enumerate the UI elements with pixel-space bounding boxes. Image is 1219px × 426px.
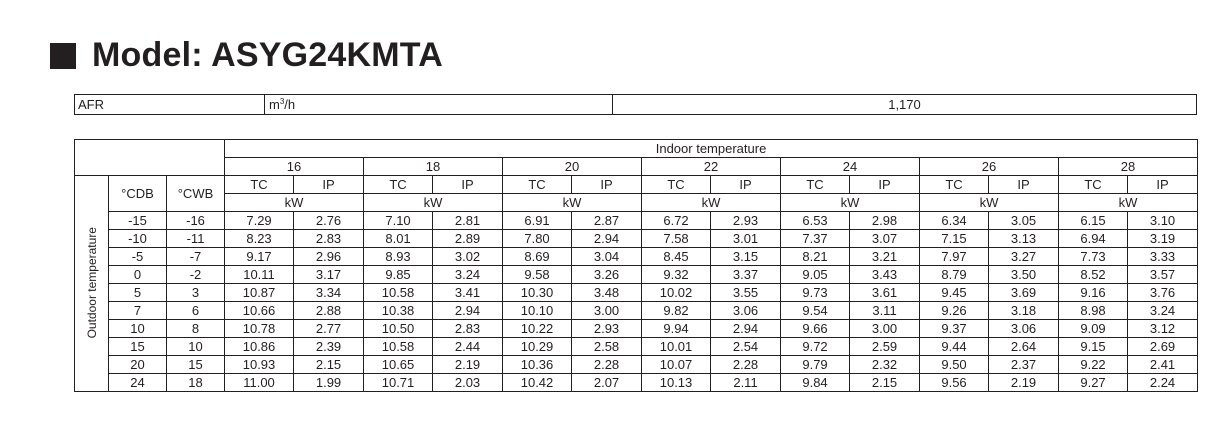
ip-header: IP bbox=[572, 176, 642, 194]
cwb-cell: -16 bbox=[167, 212, 225, 230]
tc-value-cell: 9.66 bbox=[781, 320, 850, 338]
tc-value-cell: 9.84 bbox=[781, 374, 850, 392]
tc-value-cell: 9.09 bbox=[1059, 320, 1128, 338]
tc-header: TC bbox=[1059, 176, 1128, 194]
cdb-cell: 0 bbox=[109, 266, 167, 284]
ip-value-cell: 2.15 bbox=[294, 356, 364, 374]
ip-value-cell: 2.89 bbox=[433, 230, 503, 248]
ip-value-cell: 2.28 bbox=[572, 356, 642, 374]
ip-value-cell: 2.94 bbox=[711, 320, 781, 338]
afr-table bbox=[74, 94, 1197, 115]
tc-value-cell: 10.13 bbox=[642, 374, 711, 392]
cdb-cell: -10 bbox=[109, 230, 167, 248]
kw-unit-header: kW bbox=[1059, 194, 1198, 212]
afr-row bbox=[75, 95, 1197, 115]
ip-value-cell: 3.37 bbox=[711, 266, 781, 284]
ip-header: IP bbox=[711, 176, 781, 194]
ip-value-cell: 3.61 bbox=[850, 284, 920, 302]
tc-value-cell: 10.87 bbox=[225, 284, 294, 302]
ip-value-cell: 2.37 bbox=[989, 356, 1059, 374]
tc-value-cell: 9.17 bbox=[225, 248, 294, 266]
cwb-cell: 10 bbox=[167, 338, 225, 356]
ip-header: IP bbox=[850, 176, 920, 194]
table-row bbox=[75, 212, 1198, 230]
title-square-icon bbox=[50, 43, 76, 69]
tc-value-cell: 6.91 bbox=[503, 212, 572, 230]
ip-value-cell: 2.19 bbox=[433, 356, 503, 374]
ip-value-cell: 3.43 bbox=[850, 266, 920, 284]
table-row bbox=[75, 284, 1198, 302]
tc-value-cell: 9.44 bbox=[920, 338, 989, 356]
tc-value-cell: 8.79 bbox=[920, 266, 989, 284]
tc-value-cell: 9.15 bbox=[1059, 338, 1128, 356]
cdb-cell: 10 bbox=[109, 320, 167, 338]
tc-value-cell: 8.01 bbox=[364, 230, 433, 248]
ip-header: IP bbox=[989, 176, 1059, 194]
tc-header: TC bbox=[503, 176, 572, 194]
tc-header: TC bbox=[920, 176, 989, 194]
tc-value-cell: 10.78 bbox=[225, 320, 294, 338]
ip-value-cell: 3.33 bbox=[1128, 248, 1198, 266]
cdb-cell: 24 bbox=[109, 374, 167, 392]
tc-value-cell: 7.97 bbox=[920, 248, 989, 266]
ip-value-cell: 2.11 bbox=[711, 374, 781, 392]
tc-value-cell: 9.54 bbox=[781, 302, 850, 320]
tc-value-cell: 10.50 bbox=[364, 320, 433, 338]
outdoor-temperature-header: Outdoor temperature bbox=[84, 226, 99, 339]
tc-value-cell: 9.32 bbox=[642, 266, 711, 284]
ip-value-cell: 2.24 bbox=[1128, 374, 1198, 392]
tc-value-cell: 10.29 bbox=[503, 338, 572, 356]
tc-value-cell: 10.65 bbox=[364, 356, 433, 374]
cwb-cell: 15 bbox=[167, 356, 225, 374]
tc-value-cell: 10.42 bbox=[503, 374, 572, 392]
tc-value-cell: 9.37 bbox=[920, 320, 989, 338]
ip-value-cell: 3.17 bbox=[294, 266, 364, 284]
ip-value-cell: 3.48 bbox=[572, 284, 642, 302]
ip-value-cell: 2.44 bbox=[433, 338, 503, 356]
tc-value-cell: 10.71 bbox=[364, 374, 433, 392]
table-row bbox=[75, 230, 1198, 248]
cwb-cell: 6 bbox=[167, 302, 225, 320]
ip-value-cell: 2.94 bbox=[572, 230, 642, 248]
cdb-header: °CDB bbox=[109, 176, 167, 212]
ip-value-cell: 3.76 bbox=[1128, 284, 1198, 302]
indoor-temp-header: 16 bbox=[225, 158, 364, 176]
tc-value-cell: 9.82 bbox=[642, 302, 711, 320]
page-title bbox=[50, 30, 443, 80]
ip-value-cell: 3.41 bbox=[433, 284, 503, 302]
tc-header: TC bbox=[781, 176, 850, 194]
ip-value-cell: 3.04 bbox=[572, 248, 642, 266]
ip-value-cell: 3.00 bbox=[572, 302, 642, 320]
tc-value-cell: 10.01 bbox=[642, 338, 711, 356]
tc-header: TC bbox=[642, 176, 711, 194]
ip-value-cell: 2.87 bbox=[572, 212, 642, 230]
afr-label: AFR bbox=[75, 95, 265, 115]
ip-value-cell: 2.93 bbox=[572, 320, 642, 338]
ip-value-cell: 3.27 bbox=[989, 248, 1059, 266]
table-row bbox=[75, 356, 1198, 374]
ip-value-cell: 2.28 bbox=[711, 356, 781, 374]
tc-value-cell: 7.37 bbox=[781, 230, 850, 248]
tc-value-cell: 8.21 bbox=[781, 248, 850, 266]
afr-unit-sup: 3 bbox=[279, 97, 285, 106]
ip-value-cell: 3.50 bbox=[989, 266, 1059, 284]
tc-value-cell: 9.27 bbox=[1059, 374, 1128, 392]
tc-value-cell: 10.58 bbox=[364, 284, 433, 302]
header-blank-cell bbox=[75, 140, 225, 176]
kw-unit-header: kW bbox=[503, 194, 642, 212]
ip-value-cell: 3.18 bbox=[989, 302, 1059, 320]
indoor-temp-header: 20 bbox=[503, 158, 642, 176]
tc-value-cell: 10.10 bbox=[503, 302, 572, 320]
tc-value-cell: 9.85 bbox=[364, 266, 433, 284]
ip-value-cell: 3.10 bbox=[1128, 212, 1198, 230]
tc-value-cell: 7.73 bbox=[1059, 248, 1128, 266]
header-row-units bbox=[75, 194, 1198, 212]
tc-header: TC bbox=[225, 176, 294, 194]
indoor-temp-header: 22 bbox=[642, 158, 781, 176]
tc-value-cell: 6.72 bbox=[642, 212, 711, 230]
cwb-cell: 8 bbox=[167, 320, 225, 338]
tc-value-cell: 6.15 bbox=[1059, 212, 1128, 230]
ip-value-cell: 2.81 bbox=[433, 212, 503, 230]
ip-value-cell: 2.54 bbox=[711, 338, 781, 356]
table-row bbox=[75, 374, 1198, 392]
tc-value-cell: 8.52 bbox=[1059, 266, 1128, 284]
afr-unit-tail: /h bbox=[284, 97, 296, 112]
ip-value-cell: 3.34 bbox=[294, 284, 364, 302]
ip-value-cell: 2.03 bbox=[433, 374, 503, 392]
tc-value-cell: 8.23 bbox=[225, 230, 294, 248]
tc-value-cell: 8.93 bbox=[364, 248, 433, 266]
ip-value-cell: 2.39 bbox=[294, 338, 364, 356]
page-title-text: Model: ASYG24KMTA bbox=[92, 35, 443, 74]
header-row-indoor bbox=[75, 140, 1198, 158]
tc-value-cell: 10.86 bbox=[225, 338, 294, 356]
kw-unit-header: kW bbox=[364, 194, 503, 212]
table-row bbox=[75, 320, 1198, 338]
ip-header: IP bbox=[433, 176, 503, 194]
indoor-temp-header: 18 bbox=[364, 158, 503, 176]
tc-value-cell: 9.50 bbox=[920, 356, 989, 374]
ip-value-cell: 2.98 bbox=[850, 212, 920, 230]
tc-value-cell: 6.94 bbox=[1059, 230, 1128, 248]
table-row bbox=[75, 338, 1198, 356]
tc-value-cell: 9.22 bbox=[1059, 356, 1128, 374]
performance-table bbox=[74, 139, 1198, 392]
outdoor-temperature-header-cell bbox=[75, 176, 109, 392]
tc-value-cell: 7.10 bbox=[364, 212, 433, 230]
tc-value-cell: 9.58 bbox=[503, 266, 572, 284]
cdb-cell: 15 bbox=[109, 338, 167, 356]
ip-value-cell: 3.24 bbox=[1128, 302, 1198, 320]
tc-value-cell: 9.56 bbox=[920, 374, 989, 392]
ip-value-cell: 2.83 bbox=[294, 230, 364, 248]
ip-value-cell: 3.11 bbox=[850, 302, 920, 320]
ip-value-cell: 3.21 bbox=[850, 248, 920, 266]
ip-value-cell: 3.05 bbox=[989, 212, 1059, 230]
cdb-cell: 5 bbox=[109, 284, 167, 302]
cdb-cell: -15 bbox=[109, 212, 167, 230]
tc-value-cell: 9.26 bbox=[920, 302, 989, 320]
ip-value-cell: 2.77 bbox=[294, 320, 364, 338]
table-row bbox=[75, 302, 1198, 320]
ip-value-cell: 3.07 bbox=[850, 230, 920, 248]
tc-value-cell: 7.80 bbox=[503, 230, 572, 248]
indoor-temp-header: 24 bbox=[781, 158, 920, 176]
ip-value-cell: 2.41 bbox=[1128, 356, 1198, 374]
tc-header: TC bbox=[364, 176, 433, 194]
header-row-temps bbox=[75, 158, 1198, 176]
ip-value-cell: 2.58 bbox=[572, 338, 642, 356]
tc-value-cell: 10.22 bbox=[503, 320, 572, 338]
ip-value-cell: 3.57 bbox=[1128, 266, 1198, 284]
tc-value-cell: 10.58 bbox=[364, 338, 433, 356]
kw-unit-header: kW bbox=[781, 194, 920, 212]
cwb-cell: -7 bbox=[167, 248, 225, 266]
kw-unit-header: kW bbox=[920, 194, 1059, 212]
tc-value-cell: 8.69 bbox=[503, 248, 572, 266]
cwb-cell: -11 bbox=[167, 230, 225, 248]
cdb-cell: 7 bbox=[109, 302, 167, 320]
tc-value-cell: 10.02 bbox=[642, 284, 711, 302]
ip-value-cell: 3.01 bbox=[711, 230, 781, 248]
tc-value-cell: 8.45 bbox=[642, 248, 711, 266]
ip-header: IP bbox=[294, 176, 364, 194]
ip-value-cell: 2.96 bbox=[294, 248, 364, 266]
indoor-temperature-header: Indoor temperature bbox=[225, 140, 1198, 158]
kw-unit-header: kW bbox=[225, 194, 364, 212]
ip-value-cell: 3.06 bbox=[989, 320, 1059, 338]
ip-header: IP bbox=[1128, 176, 1198, 194]
ip-value-cell: 2.64 bbox=[989, 338, 1059, 356]
ip-value-cell: 3.02 bbox=[433, 248, 503, 266]
ip-value-cell: 2.07 bbox=[572, 374, 642, 392]
ip-value-cell: 3.26 bbox=[572, 266, 642, 284]
indoor-temp-header: 26 bbox=[920, 158, 1059, 176]
tc-value-cell: 7.29 bbox=[225, 212, 294, 230]
tc-value-cell: 10.30 bbox=[503, 284, 572, 302]
tc-value-cell: 9.94 bbox=[642, 320, 711, 338]
ip-value-cell: 3.19 bbox=[1128, 230, 1198, 248]
tc-value-cell: 10.93 bbox=[225, 356, 294, 374]
ip-value-cell: 2.32 bbox=[850, 356, 920, 374]
tc-value-cell: 10.66 bbox=[225, 302, 294, 320]
indoor-temp-header: 28 bbox=[1059, 158, 1198, 176]
ip-value-cell: 2.19 bbox=[989, 374, 1059, 392]
afr-unit-base: m bbox=[269, 97, 280, 112]
cwb-header: °CWB bbox=[167, 176, 225, 212]
tc-value-cell: 7.15 bbox=[920, 230, 989, 248]
tc-value-cell: 9.05 bbox=[781, 266, 850, 284]
ip-value-cell: 3.13 bbox=[989, 230, 1059, 248]
ip-value-cell: 2.93 bbox=[711, 212, 781, 230]
ip-value-cell: 2.59 bbox=[850, 338, 920, 356]
cwb-cell: 18 bbox=[167, 374, 225, 392]
ip-value-cell: 3.06 bbox=[711, 302, 781, 320]
tc-value-cell: 6.34 bbox=[920, 212, 989, 230]
ip-value-cell: 2.88 bbox=[294, 302, 364, 320]
tc-value-cell: 9.45 bbox=[920, 284, 989, 302]
ip-value-cell: 3.24 bbox=[433, 266, 503, 284]
ip-value-cell: 1.99 bbox=[294, 374, 364, 392]
ip-value-cell: 2.83 bbox=[433, 320, 503, 338]
cdb-cell: -5 bbox=[109, 248, 167, 266]
ip-value-cell: 3.00 bbox=[850, 320, 920, 338]
afr-unit bbox=[265, 95, 613, 115]
tc-value-cell: 6.53 bbox=[781, 212, 850, 230]
tc-value-cell: 9.16 bbox=[1059, 284, 1128, 302]
ip-value-cell: 3.55 bbox=[711, 284, 781, 302]
ip-value-cell: 2.94 bbox=[433, 302, 503, 320]
table-row bbox=[75, 266, 1198, 284]
ip-value-cell: 3.12 bbox=[1128, 320, 1198, 338]
tc-value-cell: 10.36 bbox=[503, 356, 572, 374]
ip-value-cell: 2.15 bbox=[850, 374, 920, 392]
cdb-cell: 20 bbox=[109, 356, 167, 374]
tc-value-cell: 7.58 bbox=[642, 230, 711, 248]
header-row-tcip bbox=[75, 176, 1198, 194]
tc-value-cell: 10.11 bbox=[225, 266, 294, 284]
afr-value: 1,170 bbox=[613, 95, 1197, 115]
cwb-cell: -2 bbox=[167, 266, 225, 284]
kw-unit-header: kW bbox=[642, 194, 781, 212]
ip-value-cell: 2.69 bbox=[1128, 338, 1198, 356]
ip-value-cell: 3.69 bbox=[989, 284, 1059, 302]
tc-value-cell: 8.98 bbox=[1059, 302, 1128, 320]
ip-value-cell: 3.15 bbox=[711, 248, 781, 266]
tc-value-cell: 9.73 bbox=[781, 284, 850, 302]
tc-value-cell: 9.79 bbox=[781, 356, 850, 374]
ip-value-cell: 2.76 bbox=[294, 212, 364, 230]
tc-value-cell: 9.72 bbox=[781, 338, 850, 356]
table-row bbox=[75, 248, 1198, 266]
tc-value-cell: 10.07 bbox=[642, 356, 711, 374]
tc-value-cell: 11.00 bbox=[225, 374, 294, 392]
cwb-cell: 3 bbox=[167, 284, 225, 302]
tc-value-cell: 10.38 bbox=[364, 302, 433, 320]
